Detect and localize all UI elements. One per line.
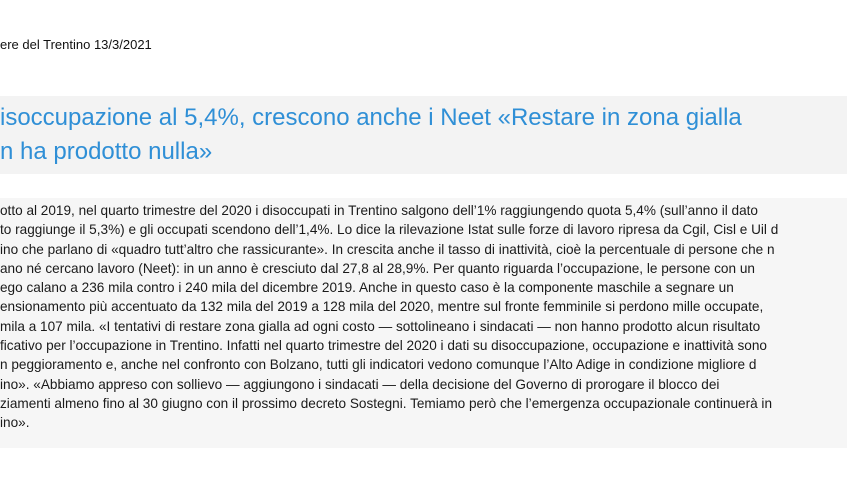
article-headline xyxy=(0,101,742,169)
body-line: ficativo per l’occupazione in Trentino. Infatti nel quarto trimestre del 2020 i dati su disoccupazione, occupazione e inattività sono xyxy=(0,338,767,354)
body-line: ano né cercano lavoro (Neet): in un anno è cresciuto dal 27,8 al 28,9%. Per quanto riguarda l’occupazione, le persone con un xyxy=(0,260,755,276)
source-line: ere del Trentino 13/3/2021 xyxy=(0,37,152,52)
body-line: ino che parlano di «quadro tutt’altro che rassicurante». In crescita anche il tasso di inattività, cioè la percentuale di persone che n xyxy=(0,241,775,257)
body-line: mila a 107 mila. «I tentativi di restare zona gialla ad ogni costo — sottolineano i sindacati — non hanno prodotto alcun risultato xyxy=(0,318,761,334)
headline-line: isoccupazione al 5,4%, crescono anche i Neet «Restare in zona gialla xyxy=(0,104,742,131)
body-line: n peggioramento e, anche nel confronto con Bolzano, tutti gli indicatori vedono comunque l’Alto Adige in condizione migliore d xyxy=(0,357,757,373)
body-line: ino». xyxy=(0,415,30,431)
body-line: ensionamento più accentuato da 132 mila del 2019 a 128 mila del 2020, mentre sul fronte femminile si perdono mille occupate, xyxy=(0,299,764,315)
article-body xyxy=(0,201,778,433)
headline-line: n ha prodotto nulla» xyxy=(0,138,213,165)
body-line: otto al 2019, nel quarto trimestre del 2020 i disoccupati in Trentino salgono dell’1% raggiungendo quota 5,4% (sull’anno il dato xyxy=(0,203,758,218)
body-line: ziamenti almeno fino al 30 giugno con il prossimo decreto Sostegni. Temiamo però che l’emergenza occupazionale continuerà in xyxy=(0,395,773,411)
body-line: ego calano a 236 mila contro i 240 mila del dicembre 2019. Anche in questo caso è la componente maschile a segnare un xyxy=(0,280,734,296)
body-line: to raggiunge il 5,3%) e gli occupati scendono dell’1,4%. Lo dice la rilevazione Istat sulle forze di lavoro ripresa da Cgil, Cisl e Uil d xyxy=(0,222,779,238)
body-line: ino». «Abbiamo appreso con sollievo — aggiungono i sindacati — della decisione del Governo di prorogare il blocco dei xyxy=(0,376,720,392)
